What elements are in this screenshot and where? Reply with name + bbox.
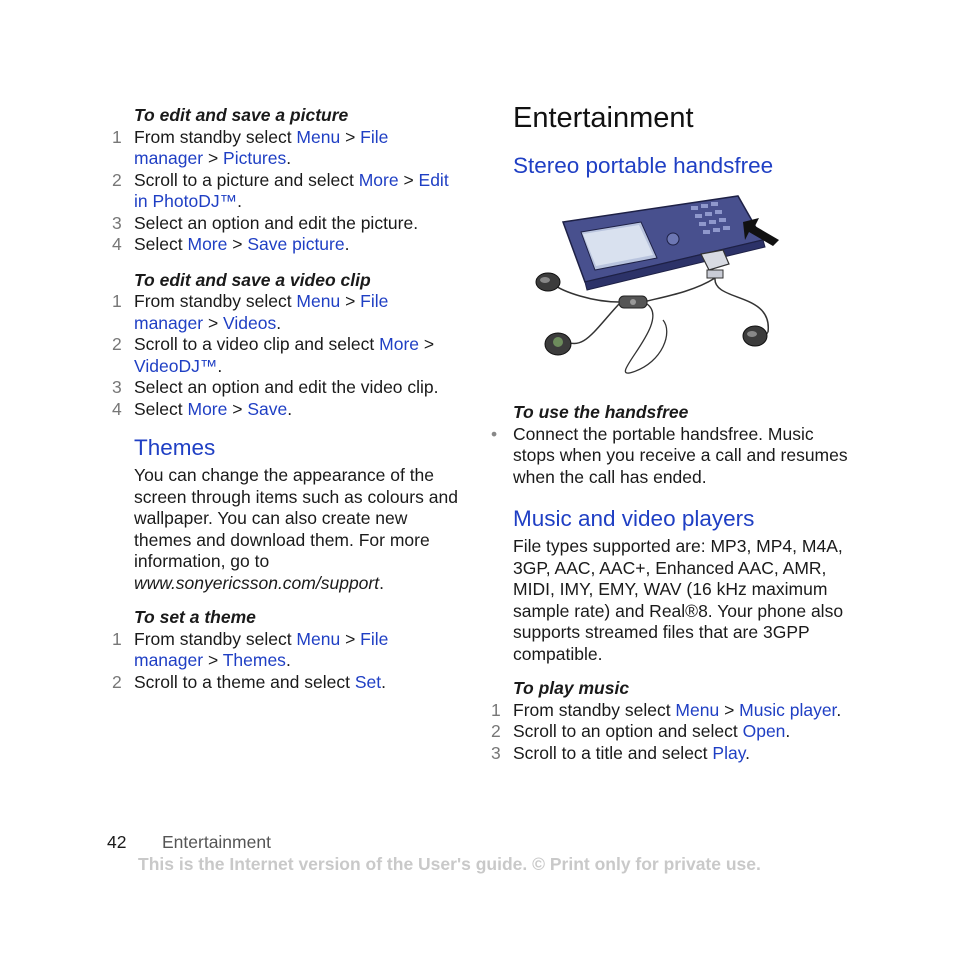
menu-link[interactable]: Videos xyxy=(223,312,277,333)
handsfree-illustration xyxy=(523,192,793,392)
step-number: 1 xyxy=(112,126,122,147)
step-plain-text: > xyxy=(203,650,223,670)
connector-icon xyxy=(701,250,729,278)
menu-link[interactable]: Menu xyxy=(296,628,341,649)
step-number: 1 xyxy=(491,699,501,720)
step-plain-text: . xyxy=(217,355,223,376)
step-item xyxy=(491,721,851,743)
step-plain-text: . xyxy=(285,650,291,670)
step-text xyxy=(513,721,851,743)
themes-text-end: . xyxy=(379,572,384,593)
use-handsfree-title: To use the handsfree xyxy=(513,402,689,422)
step-plain-text: . xyxy=(237,191,242,211)
menu-link[interactable]: Pictures xyxy=(223,148,287,168)
menu-link[interactable]: More xyxy=(187,398,228,419)
step-plain-text: From standby select xyxy=(134,628,297,649)
menu-link[interactable]: Menu xyxy=(675,699,720,720)
music-paragraph: File types supported are: MP3, MP4, M4A, 3GP, AAC, AAC+, Enhanced AAC, AMR, MIDI, IMY, EMY, WAV (16 kHz maximum sample rate) and Real®8. Your phone also supports streamed files that are 3GPP compatible. xyxy=(513,536,844,664)
step-plain-text: > xyxy=(340,291,361,311)
step-item xyxy=(112,170,462,213)
menu-link[interactable]: More xyxy=(187,234,228,254)
step-plain-text: . xyxy=(276,312,282,333)
earbud-icon xyxy=(545,333,571,355)
left-column xyxy=(112,105,462,693)
themes-heading: Themes xyxy=(134,435,216,460)
internet-notice: This is the Internet version of the User's guide. © Print only for private use. xyxy=(138,854,761,874)
step-plain-text: From standby select xyxy=(134,291,297,311)
step-plain-text: . xyxy=(836,699,842,720)
step-plain-text: Select an option and edit the picture. xyxy=(134,212,419,233)
step-plain-text: Scroll to a title and select xyxy=(513,742,713,763)
step-plain-text: . xyxy=(286,148,292,168)
step-item xyxy=(112,399,462,421)
step-item xyxy=(112,127,462,170)
step-plain-text: Scroll to a video clip and select xyxy=(134,334,380,354)
step-plain-text: . xyxy=(745,742,751,763)
menu-link[interactable]: File manager xyxy=(134,291,389,333)
remote-icon xyxy=(619,296,647,308)
step-text xyxy=(134,170,462,213)
edit-picture-steps xyxy=(112,127,462,256)
play-music-title: To play music xyxy=(513,678,630,698)
page-number: 42 xyxy=(107,832,127,852)
step-plain-text: > xyxy=(719,699,740,720)
step-plain-text: > xyxy=(227,234,248,254)
step-number: 2 xyxy=(112,334,122,354)
music-heading: Music and video players xyxy=(513,506,755,531)
step-item xyxy=(491,743,851,765)
menu-link[interactable]: Open xyxy=(742,721,786,741)
edit-video-title: To edit and save a video clip xyxy=(134,269,371,290)
step-number: 3 xyxy=(491,742,501,763)
step-number: 3 xyxy=(112,212,122,233)
play-music-steps xyxy=(491,700,851,765)
step-item xyxy=(112,213,462,235)
chapter-title: Entertainment xyxy=(513,102,694,134)
menu-link[interactable]: VideoDJ™ xyxy=(134,355,218,376)
footer-section: Entertainment xyxy=(162,832,271,852)
step-number: 2 xyxy=(112,169,122,190)
step-item xyxy=(112,629,462,672)
use-handsfree-bullet xyxy=(491,424,851,489)
edit-video-steps xyxy=(112,291,462,420)
step-number: 1 xyxy=(112,291,122,311)
step-plain-text: . xyxy=(287,398,293,419)
step-plain-text: Scroll to an option and select xyxy=(513,721,743,741)
step-text xyxy=(513,700,851,722)
step-text xyxy=(134,127,462,170)
edit-picture-title: To edit and save a picture xyxy=(134,105,349,125)
step-plain-text: > xyxy=(203,312,224,333)
step-text xyxy=(134,377,462,399)
step-plain-text: . xyxy=(381,671,386,692)
menu-link[interactable]: Music player xyxy=(739,699,837,720)
menu-link[interactable]: More xyxy=(379,334,420,354)
step-plain-text: From standby select xyxy=(513,699,676,720)
earbud-icon xyxy=(743,326,767,346)
menu-link[interactable]: File manager xyxy=(134,628,389,670)
step-plain-text: Scroll to a picture and select xyxy=(134,169,359,190)
menu-link[interactable]: Menu xyxy=(296,126,341,147)
step-plain-text: Scroll to a theme and select xyxy=(134,671,355,692)
menu-link[interactable]: Set xyxy=(354,671,382,692)
step-text xyxy=(134,399,462,421)
step-plain-text: > xyxy=(398,169,419,190)
bullet-text: Connect the portable handsfree. Music stops when you receive a call and resumes when the call has ended. xyxy=(513,423,848,487)
menu-link[interactable]: Menu xyxy=(296,291,341,311)
step-item xyxy=(491,700,851,722)
earbud-icon xyxy=(536,273,560,291)
support-url[interactable]: www.sonyericsson.com/support xyxy=(134,572,380,593)
step-text xyxy=(134,234,462,256)
step-text xyxy=(134,672,462,694)
right-column xyxy=(491,100,851,764)
step-plain-text: . xyxy=(785,721,791,741)
phone-icon xyxy=(563,196,765,290)
step-item xyxy=(112,234,462,256)
step-plain-text: > xyxy=(419,334,435,354)
set-theme-steps xyxy=(112,629,462,694)
step-number: 2 xyxy=(112,671,122,692)
step-plain-text: From standby select xyxy=(134,126,297,147)
themes-text: You can change the appearance of the screen through items such as colours and wallpaper. You can also create new themes and download them. For more information, go to xyxy=(134,465,458,571)
step-text xyxy=(134,629,462,672)
menu-link[interactable]: Edit in PhotoDJ™ xyxy=(134,169,449,211)
set-theme-title: To set a theme xyxy=(134,607,256,627)
step-item xyxy=(112,377,462,399)
step-text xyxy=(513,743,851,765)
menu-link[interactable]: Save picture xyxy=(247,234,345,254)
step-number: 3 xyxy=(112,377,122,397)
themes-paragraph xyxy=(134,465,462,594)
step-text xyxy=(134,213,462,235)
menu-link[interactable]: Play xyxy=(712,742,746,763)
menu-link[interactable]: File manager xyxy=(134,126,389,168)
step-item xyxy=(112,291,462,334)
step-plain-text: > xyxy=(340,628,361,649)
step-item xyxy=(112,672,462,694)
step-number: 2 xyxy=(491,721,501,741)
step-plain-text: > xyxy=(340,126,361,147)
step-number: 1 xyxy=(112,628,122,649)
step-number: 4 xyxy=(112,398,122,419)
step-plain-text: . xyxy=(344,234,350,254)
step-text xyxy=(134,334,462,377)
step-plain-text: Select xyxy=(134,234,188,254)
bullet-icon: • xyxy=(491,423,498,444)
step-text xyxy=(134,291,462,334)
step-plain-text: > xyxy=(227,398,248,419)
step-plain-text: Select xyxy=(134,398,188,419)
menu-link[interactable]: Save xyxy=(247,398,288,419)
step-plain-text: > xyxy=(203,148,224,168)
menu-link[interactable]: More xyxy=(358,169,399,190)
step-plain-text: Select an option and edit the video clip. xyxy=(134,377,439,397)
menu-link[interactable]: Themes xyxy=(222,650,286,670)
handsfree-heading: Stereo portable handsfree xyxy=(513,153,774,178)
step-number: 4 xyxy=(112,234,122,254)
step-item xyxy=(112,334,462,377)
